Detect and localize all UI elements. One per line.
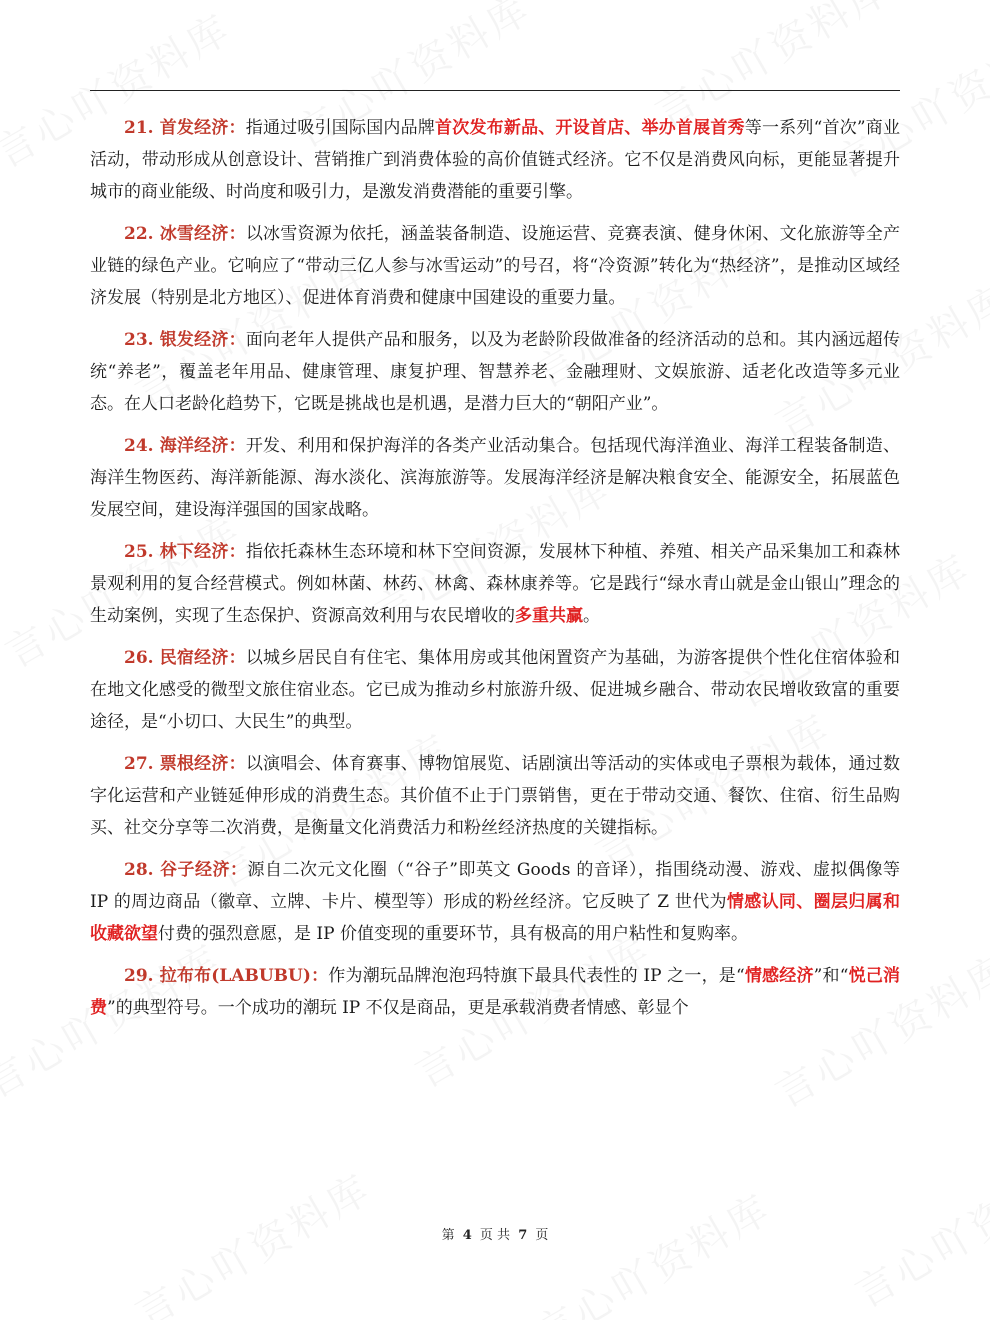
entry-term: 23. 银发经济：: [124, 330, 246, 350]
footer-page-number: 4: [462, 1228, 472, 1243]
entry-paragraph: [90, 642, 900, 738]
entry-text: 指依托森林生态环境和林下空间资源，发展林下种植、养殖、相关产品采集加工和森林景观利用的复合经营模式。例如林菌、林药、林禽、森林康养等。它是践行“绿水青山就是金山银山”理念的生动案例，实现了生态保护、资源高效利用与农民增收的: [90, 542, 901, 626]
entry-text: 。: [583, 606, 600, 626]
highlight-text: 悦己消费: [90, 966, 901, 1018]
highlight-text: 多重共赢: [515, 606, 583, 626]
document-body: [90, 112, 900, 1034]
highlight-text: 情感认同、圈层归属和收藏欲望: [90, 892, 900, 944]
entry-paragraph: [90, 430, 900, 526]
footer-suffix: 页: [535, 1228, 549, 1243]
entry-paragraph: [90, 218, 900, 314]
entry-text: 以演唱会、体育赛事、博物馆展览、话剧演出等活动的实体或电子票根为载体，通过数字化运营和产业链延伸形成的消费生态。其价值不止于门票销售，更在于带动交通、餐饮、住宿、衍生品购买、社交分享等二次消费，是衡量文化消费活力和粉丝经济热度的关键指标。: [90, 754, 901, 838]
entry-text: 开发、利用和保护海洋的各类产业活动集合。包括现代海洋渔业、海洋工程装备制造、海洋生物医药、海洋新能源、海水淡化、滨海旅游等。发展海洋经济是解决粮食安全、能源安全，拓展蓝色发展空间，建设海洋强国的国家战略。: [90, 436, 901, 520]
entry-term: 29. 拉布布(LABUBU)：: [124, 966, 329, 986]
footer-total-pages: 7: [518, 1228, 528, 1243]
entry-text: ”的典型符号。一个成功的潮玩 IP 不仅是商品，更是承载消费者情感、彰显个: [107, 998, 689, 1018]
header-rule: [90, 90, 900, 91]
entry-term: 28. 谷子经济：: [124, 860, 248, 880]
highlight-text: 情感经济: [744, 966, 814, 986]
highlight-text: 首次发布新品、开设首店、举办首展首秀: [435, 118, 745, 138]
footer-prefix: 第: [441, 1228, 455, 1243]
entry-term: 25. 林下经济：: [124, 542, 246, 562]
entry-text: ”和“: [813, 966, 849, 986]
entry-paragraph: [90, 536, 900, 632]
entry-text: 源自二次元文化圈（“谷子”即英文 Goods 的音译），指围绕动漫、游戏、虚拟偶像等 IP 的周边商品（徽章、立牌、卡片、模型等）形成的粉丝经济。它反映了 Z 世代为: [90, 860, 900, 912]
entry-term: 24. 海洋经济：: [124, 436, 246, 456]
footer-middle: 页 共: [479, 1228, 511, 1243]
entry-term: 27. 票根经济：: [124, 754, 246, 774]
entry-term: 26. 民宿经济：: [124, 648, 246, 668]
entry-text: 作为潮玩品牌泡泡玛特旗下最具代表性的 IP 之一，是“: [328, 966, 745, 986]
entry-paragraph: [90, 748, 900, 844]
page-footer: [0, 1224, 990, 1243]
entry-text: 以冰雪资源为依托，涵盖装备制造、设施运营、竞赛表演、健身休闲、文化旅游等全产业链的绿色产业。它响应了“带动三亿人参与冰雪运动”的号召，将“冷资源”转化为“热经济”，是推动区域经济发展（特别是北方地区）、促进体育消费和健康中国建设的重要力量。: [90, 224, 901, 308]
entry-paragraph: [90, 854, 900, 950]
entry-paragraph: [90, 960, 900, 1024]
entry-text: 面向老年人提供产品和服务，以及为老龄阶段做准备的经济活动的总和。其内涵远超传统“养老”，覆盖老年用品、健康管理、康复护理、智慧养老、金融理财、文娱旅游、适老化改造等多元业态。在人口老龄化趋势下，它既是挑战也是机遇，是潜力巨大的“朝阳产业”。: [90, 330, 901, 414]
entry-paragraph: [90, 324, 900, 420]
entry-text: 等一系列“首次”商业活动，带动形成从创意设计、营销推广到消费体验的高价值链式经济。它不仅是消费风向标，更能显著提升城市的商业能级、时尚度和吸引力，是激发消费潜能的重要引擎。: [90, 118, 901, 202]
entry-paragraph: [90, 112, 900, 208]
entry-text: 指通过吸引国际国内品牌: [245, 118, 436, 138]
entry-text: 以城乡居民自有住宅、集体用房或其他闲置资产为基础，为游客提供个性化住宿体验和在地文化感受的微型文旅住宿业态。它已成为推动乡村旅游升级、促进城乡融合、带动农民增收致富的重要途径，是“小切口、大民生”的典型。: [90, 648, 901, 732]
entry-term: 22. 冰雪经济：: [124, 224, 246, 244]
entry-text: 付费的强烈意愿，是 IP 价值变现的重要环节，具有极高的用户粘性和复购率。: [158, 924, 748, 944]
entry-term: 21. 首发经济：: [124, 118, 246, 138]
watermark-text: [523, 1178, 780, 1320]
